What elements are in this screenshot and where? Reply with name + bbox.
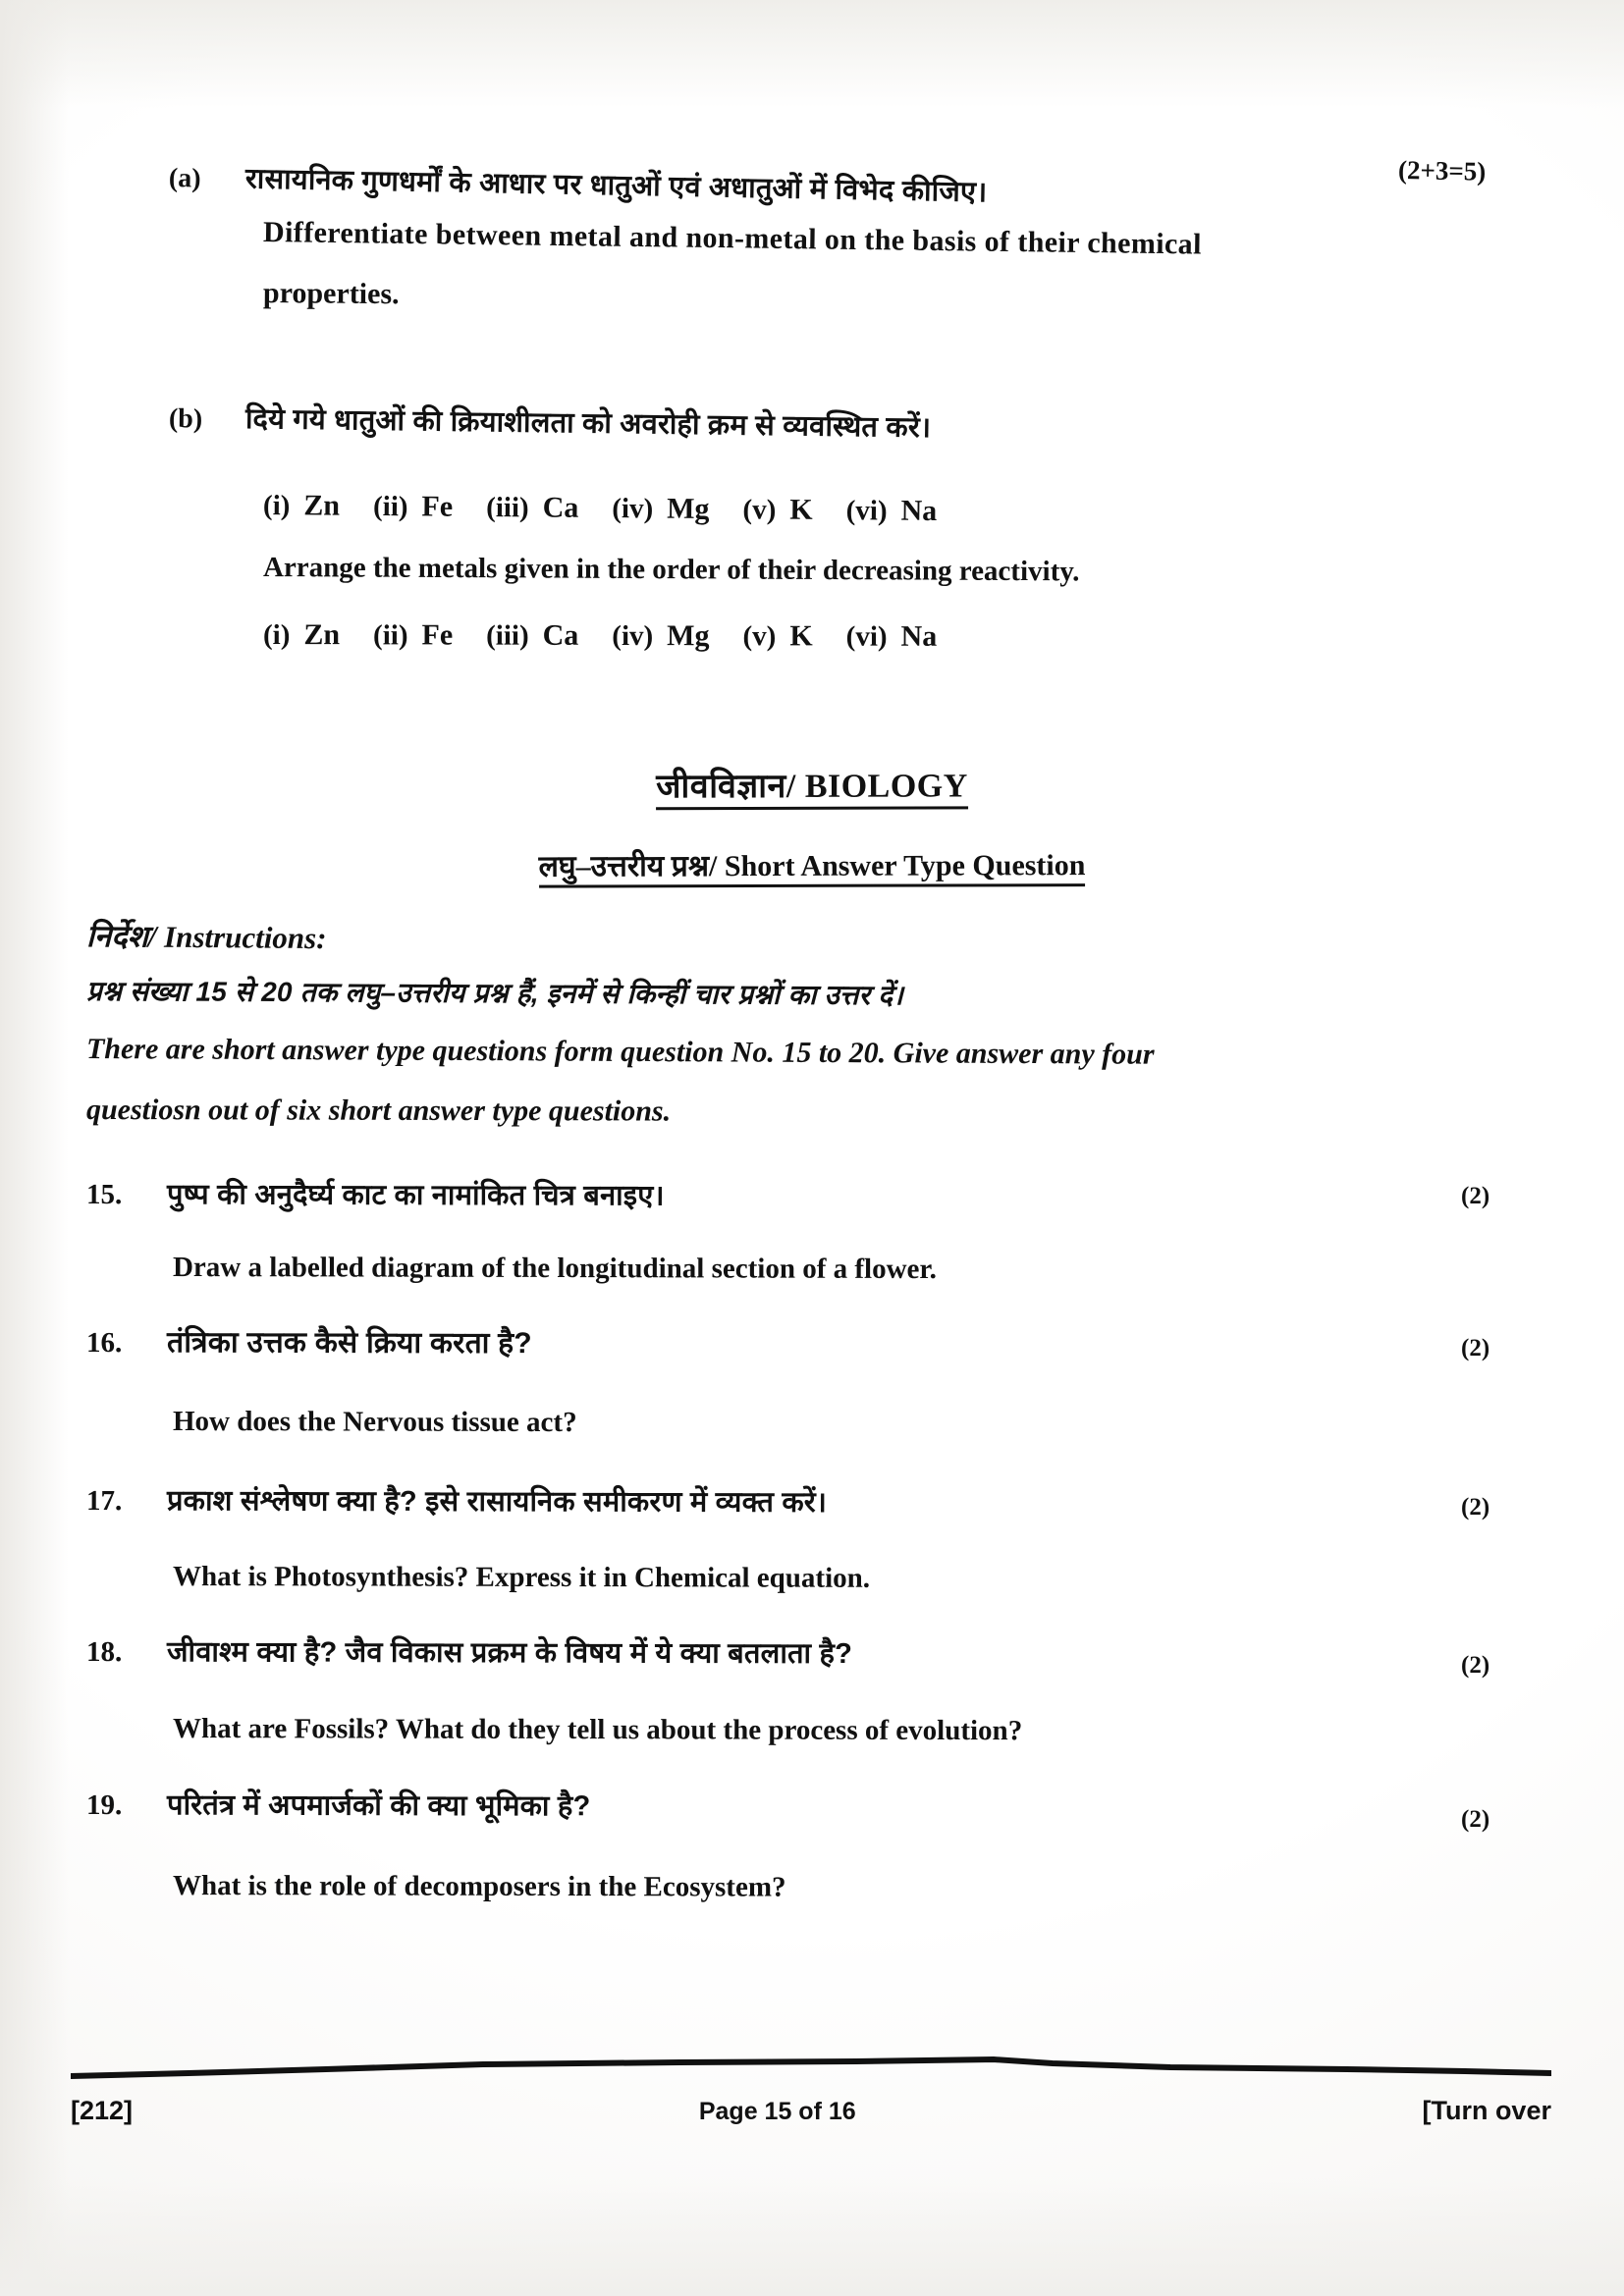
- metal-numeral: (ii): [372, 490, 408, 523]
- part-b-english-text: Arrange the metals given in the order of their decreasing reactivity.: [262, 552, 1080, 588]
- metal-symbol-zn: Zn: [303, 618, 341, 652]
- instructions-english-line2-row: [86, 1094, 671, 1129]
- metal-numeral: (vi): [845, 620, 888, 653]
- question-15-english-row: [173, 1252, 937, 1286]
- metal-symbol-k: K: [789, 619, 813, 653]
- metal-numeral: (v): [742, 620, 777, 653]
- question-17-hindi: प्रकाश संश्लेषण क्या है? इसे रासायनिक समीकरण में व्यक्त करें।: [166, 1485, 828, 1519]
- question-a-hindi-row: [169, 157, 988, 210]
- question-17-marks: (2): [1461, 1494, 1490, 1521]
- question-17-english: What is Photosynthesis? Express it in Chemical equation.: [172, 1561, 871, 1594]
- instructions-hindi: प्रश्न संख्या 15 से 20 तक लघु–उत्तरीय प्रश्न हैं, इनमें से किन्हीं चार प्रश्नों का उत्तर दें।: [85, 976, 904, 1011]
- metal-symbol-mg: Mg: [667, 619, 710, 653]
- part-a-english-cont: properties.: [262, 277, 400, 311]
- question-19-hindi: परितंत्र में अपमार्जकों की क्या भूमिका है?: [166, 1789, 591, 1823]
- question-15-hindi-row: [86, 1174, 665, 1214]
- metal-numeral: (iv): [612, 619, 654, 653]
- question-16-hindi: तंत्रिका उत्तक कैसे क्रिया करता है?: [166, 1326, 532, 1361]
- question-19-marks: (2): [1461, 1806, 1490, 1833]
- question-a-english-row: [263, 216, 1202, 262]
- question-16-english-row: [173, 1406, 577, 1439]
- metal-symbol-ca: Ca: [542, 491, 579, 524]
- question-18-hindi-row: [86, 1631, 852, 1672]
- metal-symbol-ca: Ca: [542, 618, 579, 652]
- question-19-english-row: [173, 1870, 786, 1904]
- type-heading-wrap: [0, 842, 1624, 886]
- question-17-english-row: [173, 1561, 870, 1595]
- page-number: Page 15 of 16: [698, 2098, 856, 2125]
- instructions-label-row: [86, 915, 327, 958]
- instructions-english-line2: questiosn out of six short answer type questions.: [85, 1094, 672, 1128]
- subject-heading: जीवविज्ञान/ BIOLOGY: [656, 768, 968, 810]
- metal-symbol-fe: Fe: [421, 490, 454, 523]
- part-a-label: (a): [168, 163, 201, 194]
- question-15-hindi: पुष्प की अनुदैर्घ्य काट का नामांकित चित्र बनाइए।: [166, 1179, 665, 1212]
- metal-numeral: (vi): [845, 495, 888, 527]
- question-16-marks: (2): [1461, 1335, 1490, 1362]
- booklet-code: [212]: [71, 2096, 134, 2125]
- question-18-marks: (2): [1461, 1652, 1490, 1679]
- metal-symbol-zn: Zn: [303, 489, 341, 522]
- metal-symbol-fe: Fe: [421, 618, 454, 652]
- metal-numeral: (v): [742, 494, 777, 526]
- part-b-label: (b): [168, 403, 203, 435]
- metal-numeral: (iv): [612, 493, 654, 525]
- question-type-heading: लघु–उत्तरीय प्रश्न/ Short Answer Type Question: [539, 849, 1086, 887]
- question-19-english: What is the role of decomposers in the Ecosystem?: [172, 1870, 786, 1903]
- part-b-hindi-text: दिये गये धातुओं की क्रियाशीलता को अवरोही क्रम से व्यवस्थित करें।: [244, 403, 932, 445]
- metal-symbol-k: K: [789, 493, 813, 526]
- question-15-english: Draw a labelled diagram of the longitudinal section of a flower.: [172, 1252, 937, 1286]
- turn-over-note: [Turn over: [1422, 2096, 1551, 2125]
- question-16-english: How does the Nervous tissue act?: [172, 1406, 577, 1439]
- part-a-english-text: Differentiate between metal and non-metal on the basis of their chemical: [262, 216, 1203, 261]
- question-b-english-row: [263, 552, 1080, 588]
- metals-list-english: [263, 618, 937, 654]
- instructions-label: निर्देश/ Instructions:: [85, 919, 327, 956]
- instructions-hindi-row: [86, 972, 903, 1013]
- question-18-english: What are Fossils? What do they tell us about the process of evolution?: [172, 1713, 1023, 1747]
- subject-heading-wrap: [0, 760, 1624, 809]
- question-18-english-row: [173, 1713, 1022, 1747]
- instructions-english-line1: There are short answer type questions form question No. 15 to 20. Give answer any four: [85, 1033, 1155, 1071]
- question-17-number: 17.: [85, 1485, 123, 1518]
- question-16-hindi-row: [86, 1320, 532, 1362]
- metal-symbol-na: Na: [900, 494, 938, 527]
- question-16-number: 16.: [85, 1327, 123, 1360]
- metal-numeral: (i): [262, 490, 291, 522]
- question-a-english-cont-row: [263, 277, 400, 311]
- question-15-marks: (2): [1461, 1183, 1490, 1209]
- metals-list-hindi: [263, 489, 938, 528]
- question-18-number: 18.: [85, 1636, 123, 1669]
- metal-symbol-mg: Mg: [667, 492, 710, 525]
- metal-symbol-na: Na: [900, 619, 938, 653]
- part-a-hindi-text: रासायनिक गुणधर्मों के आधार पर धातुओं एवं अधातुओं में विभेद कीजिए।: [244, 163, 988, 209]
- question-17-hindi-row: [86, 1480, 827, 1521]
- page-footer: [71, 2096, 1551, 2126]
- question-15-number: 15.: [85, 1179, 123, 1211]
- metal-numeral: (ii): [373, 619, 408, 652]
- question-19-number: 19.: [85, 1789, 123, 1822]
- metal-numeral: (iii): [486, 619, 529, 652]
- part-a-marks: (2+3=5): [1397, 155, 1487, 187]
- question-19-hindi-row: [86, 1785, 591, 1824]
- footer-divider: [71, 2056, 1551, 2082]
- metal-numeral: (iii): [486, 491, 529, 524]
- question-b-hindi-row: [169, 398, 932, 446]
- metal-numeral: (i): [262, 619, 291, 652]
- question-18-hindi: जीवाश्म क्या है? जैव विकास प्रक्रम के विषय में ये क्या बतलाता है?: [166, 1636, 853, 1671]
- instructions-english-line1-row: [86, 1033, 1155, 1072]
